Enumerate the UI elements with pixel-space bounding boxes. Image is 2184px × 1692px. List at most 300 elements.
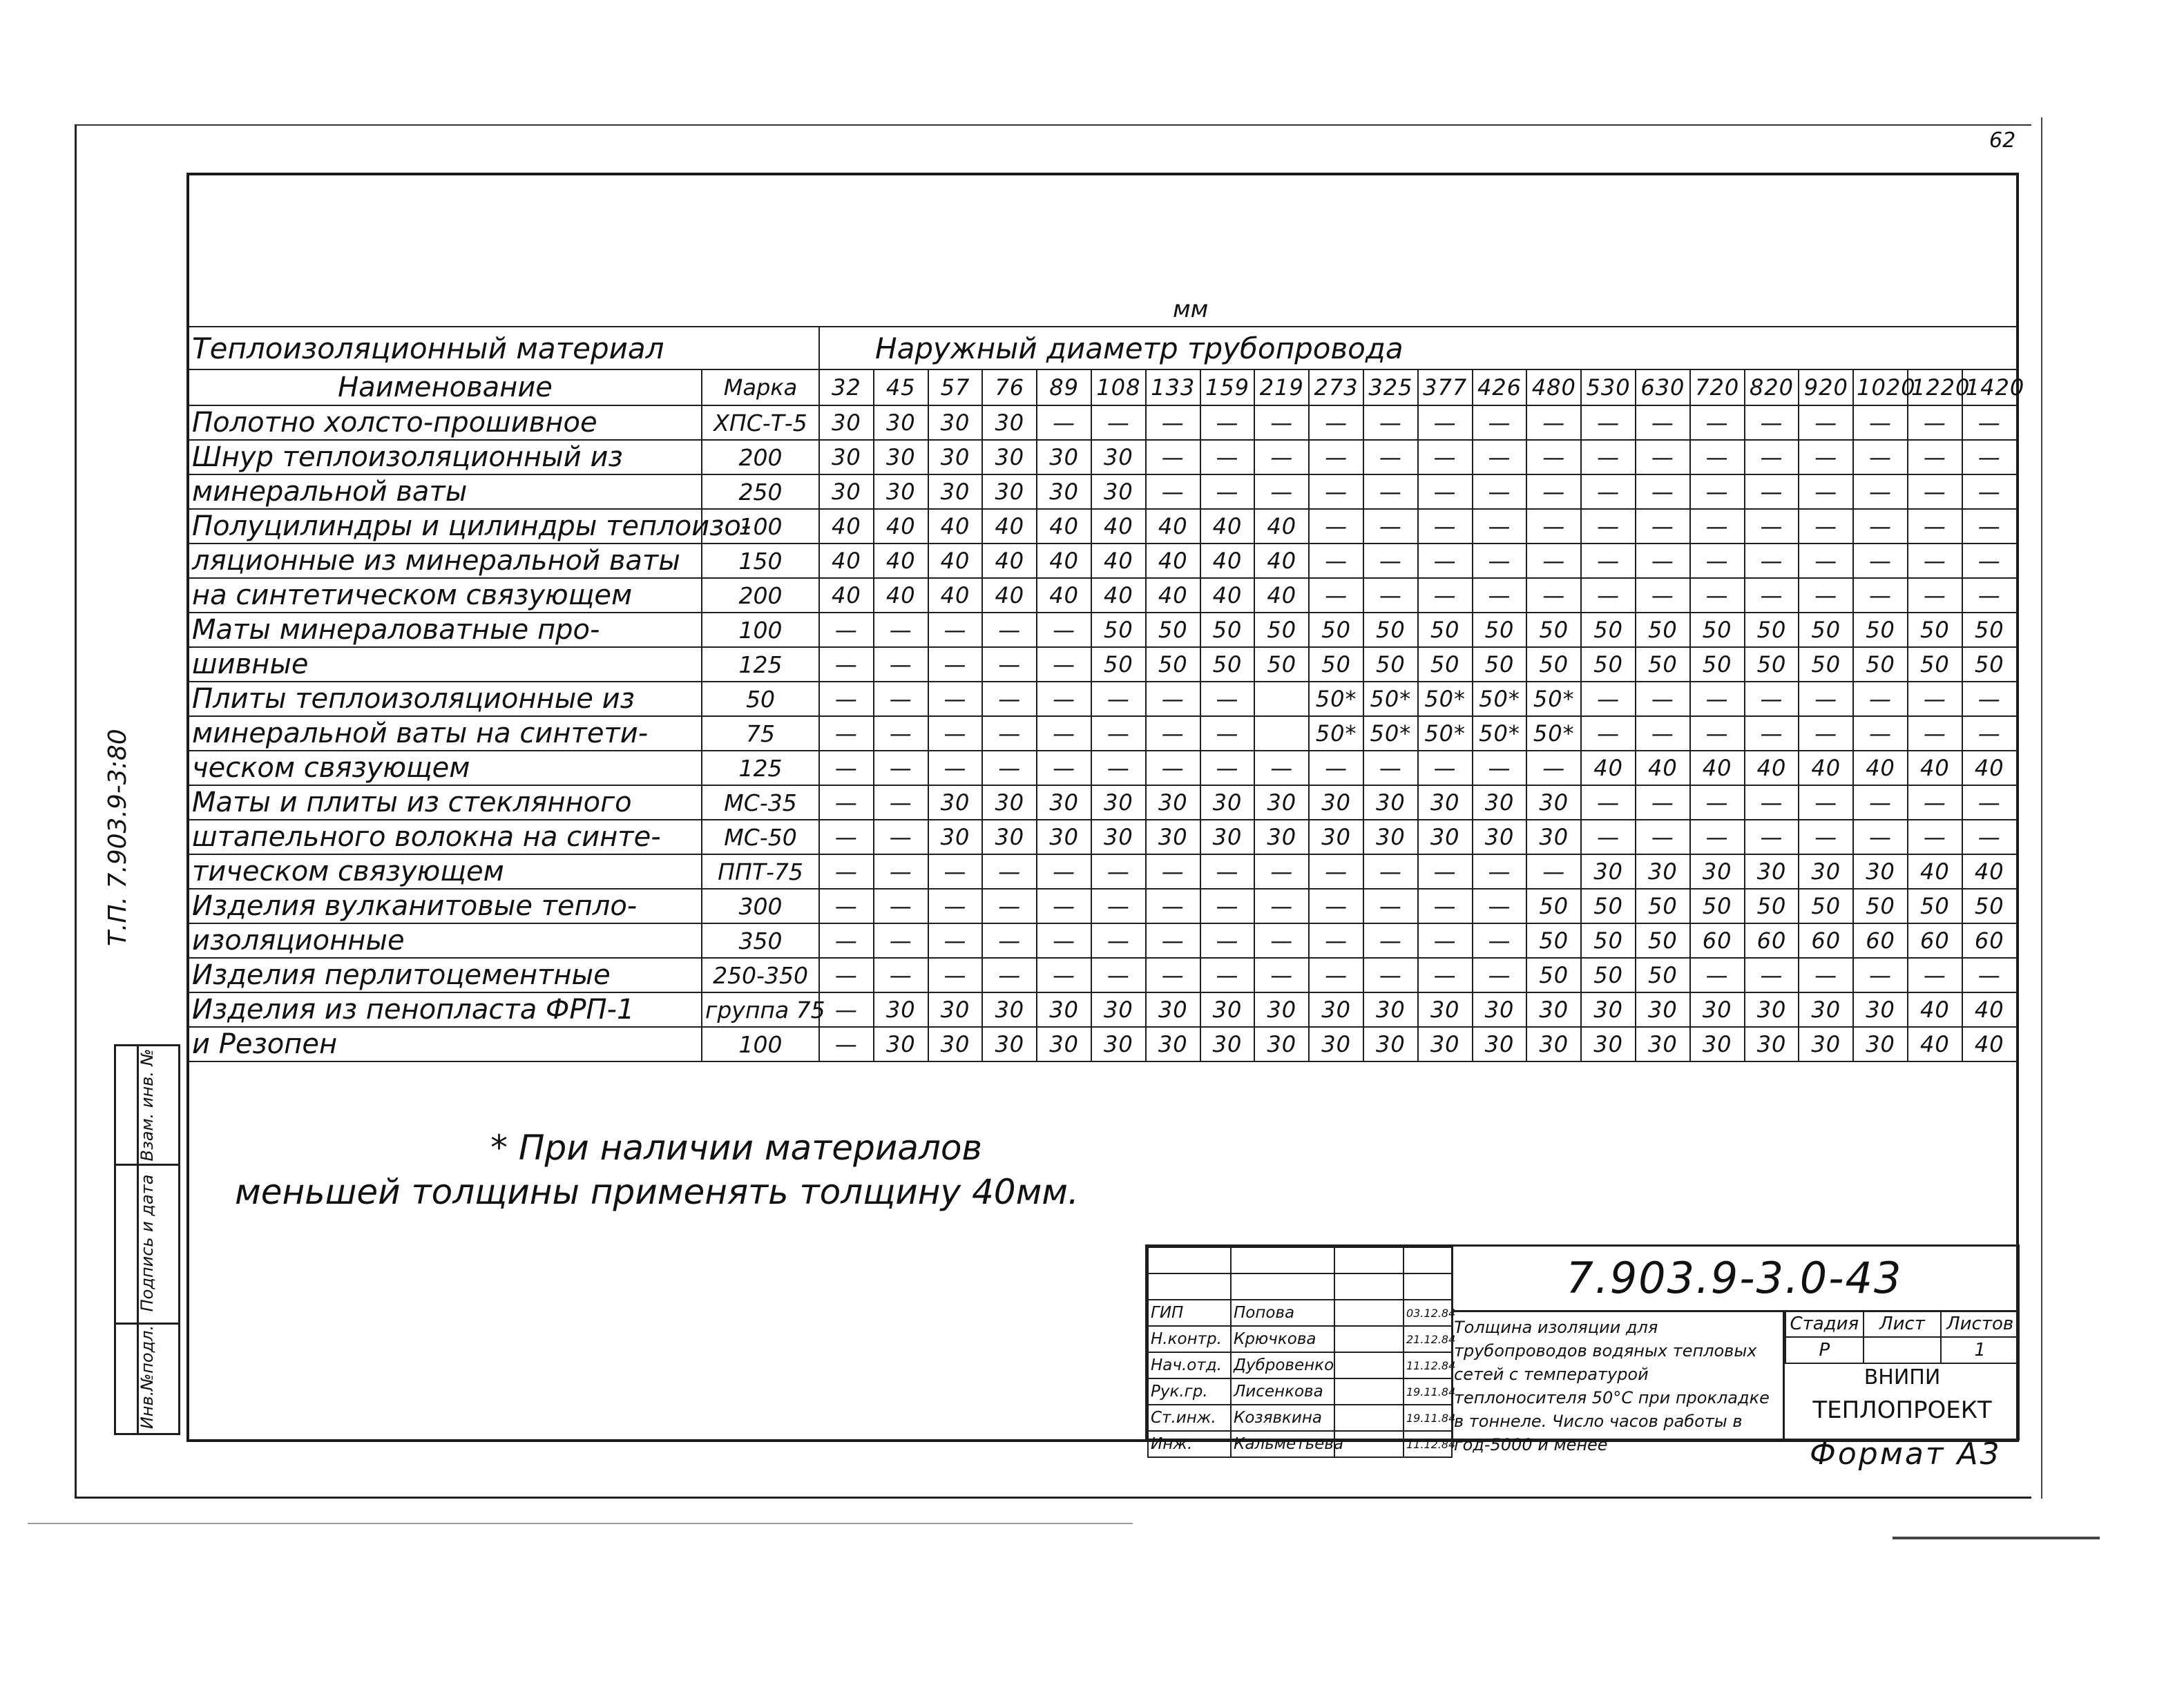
thickness-cell: — [1636,405,1690,440]
thickness-cell: 50 [1853,647,1908,682]
insulation-table [186,326,2025,1062]
thickness-cell: 40 [874,544,928,578]
thickness-cell: 50 [1690,613,1745,647]
thickness-cell: — [1636,544,1690,578]
material-name-cell: ческом связующем [187,751,702,785]
thickness-cell: — [1908,440,1962,474]
thickness-cell: 30 [1418,820,1473,854]
thickness-cell: 50* [1526,682,1581,716]
thickness-cell: 40 [928,509,983,544]
thickness-cell: 30 [1526,820,1581,854]
thickness-cell: 30 [1037,1027,1091,1061]
thickness-cell: 30 [1254,785,1309,820]
thickness-cell: 40 [1690,751,1745,785]
material-name-cell: ляционные из минеральной ваты [187,544,702,578]
thickness-cell: 30 [928,785,983,820]
stage-block [1783,1310,2020,1439]
thickness-cell: 30 [874,405,928,440]
thickness-cell: 50* [1418,682,1473,716]
thickness-cell: — [1745,578,1799,613]
thickness-cell: 30 [928,440,983,474]
thickness-cell: — [1363,509,1418,544]
thickness-cell: 30 [1690,854,1745,889]
thickness-cell: 40 [1908,854,1962,889]
thickness-cell: — [1853,440,1908,474]
thickness-cell: — [1146,440,1200,474]
thickness-cell: — [874,716,928,751]
thickness-cell: — [1799,440,1853,474]
thickness-cell: — [1745,785,1799,820]
thickness-cell: — [1363,958,1418,992]
thickness-cell: — [1473,958,1527,992]
thickness-cell: — [1091,854,1146,889]
thickness-cell: — [1146,923,1200,958]
thickness-cell: 40 [1091,509,1146,544]
vertical-project-code: Т.П. 7.903.9-3:80 [104,729,132,946]
thickness-cell: — [1690,716,1745,751]
thickness-cell: 50* [1309,682,1363,716]
mark-column-header: Марка [702,369,819,405]
thickness-cell: — [1636,716,1690,751]
thickness-cell: 30 [1146,820,1200,854]
thickness-cell: — [1636,440,1690,474]
material-mark-cell: 50 [702,682,819,716]
thickness-cell: 50 [1636,613,1690,647]
thickness-cell: — [1853,509,1908,544]
thickness-cell: — [1962,509,2017,544]
thickness-cell: — [1309,440,1363,474]
thickness-cell: 50 [1526,647,1581,682]
thickness-cell: 30 [1309,992,1363,1027]
thickness-cell: — [1745,682,1799,716]
thickness-cell: — [1091,716,1146,751]
material-mark-cell: 150 [702,544,819,578]
thickness-cell: 50 [1363,647,1418,682]
diameter-header-cell: 1420 [1962,369,2017,405]
thickness-cell: 30 [874,992,928,1027]
thickness-cell: — [1254,889,1309,923]
thickness-cell: — [1581,682,1636,716]
signatory-role: ГИП [1148,1300,1231,1326]
thickness-cell: 30 [1254,1027,1309,1061]
thickness-cell: 40 [982,509,1037,544]
signatory-role: Ст.инж. [1148,1405,1231,1431]
thickness-cell: — [1200,716,1255,751]
thickness-cell: — [1091,405,1146,440]
thickness-cell: — [1473,854,1527,889]
thickness-cell: — [1418,474,1473,509]
thickness-cell: 40 [819,578,874,613]
thickness-cell: 40 [1745,751,1799,785]
thickness-cell: 30 [1309,820,1363,854]
thickness-cell: — [819,889,874,923]
signatory-name: Крючкова [1231,1326,1334,1352]
thickness-cell: — [874,682,928,716]
thickness-cell: — [1745,509,1799,544]
thickness-cell: 40 [1091,578,1146,613]
thickness-cell: 50 [1418,647,1473,682]
thickness-cell: 30 [982,1027,1037,1061]
thickness-cell: — [1581,440,1636,474]
thickness-cell: — [874,613,928,647]
thickness-cell: — [1418,544,1473,578]
sheet-number: 62 [1989,128,2016,153]
diameter-header-cell: 377 [1418,369,1473,405]
thickness-cell: — [1037,958,1091,992]
thickness-cell: 30 [982,992,1037,1027]
thickness-cell: 30 [1091,992,1146,1027]
thickness-cell: 50 [1091,613,1146,647]
material-name-cell: Изделия перлитоцементные [187,958,702,992]
sidebar-cell-signature [116,1164,178,1325]
thickness-cell: 30 [1037,992,1091,1027]
thickness-cell: — [1908,682,1962,716]
thickness-cell: — [1908,716,1962,751]
material-mark-cell: 100 [702,613,819,647]
thickness-cell: 30 [1091,820,1146,854]
table-row [187,992,2017,1027]
thickness-cell: 30 [1037,820,1091,854]
thickness-cell: 50 [1526,923,1581,958]
signature-cell [1334,1352,1404,1378]
material-mark-cell: 250-350 [702,958,819,992]
thickness-cell: — [1254,958,1309,992]
thickness-cell: — [1254,923,1309,958]
signatory-row [1148,1405,1452,1431]
thickness-cell: 30 [1636,854,1690,889]
material-name-cell: изоляционные [187,923,702,958]
material-name-cell: минеральной ваты [187,474,702,509]
thickness-cell: — [1363,544,1418,578]
signatory-row [1148,1378,1452,1405]
signature-cell [1334,1326,1404,1352]
signatory-row [1148,1431,1452,1457]
thickness-cell: — [1309,958,1363,992]
organization-name-2: ТЕПЛОПРОЕКТ [1812,1396,1992,1424]
thickness-cell: — [819,820,874,854]
thickness-cell: — [1363,889,1418,923]
thickness-cell: 30 [1146,992,1200,1027]
thickness-cell: 50 [1636,889,1690,923]
thickness-cell: — [1908,474,1962,509]
diameter-header-cell: 273 [1309,369,1363,405]
thickness-cell: — [1200,405,1255,440]
material-mark-cell: 100 [702,1027,819,1061]
thickness-cell: 30 [1581,992,1636,1027]
footnote [235,1126,1079,1214]
thickness-cell: — [1037,405,1091,440]
table-row [187,578,2017,613]
thickness-cell: — [1363,474,1418,509]
material-name-cell: штапельного волокна на синте- [187,820,702,854]
thickness-cell: 50 [1309,613,1363,647]
thickness-cell: — [1418,440,1473,474]
thickness-cell: 30 [1363,1027,1418,1061]
thickness-cell: — [1799,820,1853,854]
thickness-cell: — [1636,682,1690,716]
table-row [187,682,2017,716]
name-column-header: Наименование [187,369,702,405]
table-row [187,440,2017,474]
material-mark-cell: 75 [702,716,819,751]
thickness-cell: 30 [1853,854,1908,889]
thickness-cell: — [982,923,1037,958]
thickness-cell: 50 [1363,613,1418,647]
thickness-cell: 30 [1799,1027,1853,1061]
thickness-cell: — [1037,647,1091,682]
thickness-cell: 50 [1799,647,1853,682]
thickness-cell: — [928,889,983,923]
thickness-cell [1254,716,1309,751]
thickness-cell: — [1853,578,1908,613]
thickness-cell: — [1690,958,1745,992]
thickness-cell: 40 [1254,509,1309,544]
thickness-cell: — [1418,854,1473,889]
thickness-cell: — [1037,682,1091,716]
material-name-cell: Маты и плиты из стеклянного [187,785,702,820]
thickness-cell: 50* [1363,716,1418,751]
thickness-cell: 30 [1200,992,1255,1027]
thickness-cell: 50 [1473,613,1527,647]
organization-name-1: ВНИПИ [1864,1365,1941,1390]
thickness-cell: — [1363,578,1418,613]
thickness-cell: — [1309,544,1363,578]
thickness-cell: 50 [1745,889,1799,923]
table-row [187,405,2017,440]
thickness-cell: — [1200,854,1255,889]
thickness-cell: — [1091,889,1146,923]
material-group-header: Теплоизоляционный материал [187,327,819,369]
thickness-cell: — [1363,923,1418,958]
thickness-cell: 30 [1200,820,1255,854]
signatory-date: 19.11.84 [1404,1405,1452,1431]
signatory-name: Лисенкова [1231,1378,1334,1405]
table-row [187,509,2017,544]
thickness-cell: 50 [1200,647,1255,682]
thickness-cell: — [1418,923,1473,958]
table-row [187,716,2017,751]
thickness-cell: — [1908,544,1962,578]
thickness-cell: — [1473,578,1527,613]
thickness-cell: — [928,682,983,716]
thickness-cell: 30 [1200,1027,1255,1061]
thickness-cell: — [1309,509,1363,544]
table-row [187,1027,2017,1061]
table-row [187,544,2017,578]
signature-cell [1334,1378,1404,1405]
thickness-cell: — [1254,405,1309,440]
thickness-cell: — [1690,785,1745,820]
thickness-cell: 40 [1146,544,1200,578]
thickness-cell: 30 [1363,785,1418,820]
thickness-cell: — [1799,716,1853,751]
thickness-cell: 30 [1581,854,1636,889]
thickness-cell: 40 [982,578,1037,613]
signatory-row [1148,1352,1452,1378]
thickness-cell: — [1690,682,1745,716]
thickness-cell: 60 [1745,923,1799,958]
thickness-cell: — [1363,854,1418,889]
thickness-cell: — [819,854,874,889]
thickness-cell: 30 [1636,992,1690,1027]
thickness-cell: — [928,613,983,647]
thickness-cell: 30 [1037,474,1091,509]
material-mark-cell: группа 75 [702,992,819,1027]
thickness-cell: — [1581,474,1636,509]
thickness-cell: — [1146,474,1200,509]
thickness-cell: — [1418,578,1473,613]
thickness-cell: — [819,1027,874,1061]
thickness-cell: 30 [1853,992,1908,1027]
table-row [187,820,2017,854]
thickness-cell: — [982,854,1037,889]
thickness-cell: — [1853,785,1908,820]
table-row [187,647,2017,682]
thickness-cell: — [1581,405,1636,440]
thickness-cell: 40 [1254,578,1309,613]
material-mark-cell: 125 [702,751,819,785]
thickness-cell: — [819,992,874,1027]
thickness-cell: 50 [1309,647,1363,682]
diameter-header-cell: 159 [1200,369,1255,405]
thickness-cell: 50 [1254,613,1309,647]
thickness-cell: — [874,785,928,820]
thickness-cell: — [1690,440,1745,474]
thickness-cell: — [874,647,928,682]
thickness-cell: — [1908,405,1962,440]
thickness-cell: — [1962,820,2017,854]
thickness-cell: 50 [1636,647,1690,682]
thickness-cell: — [1418,751,1473,785]
thickness-cell: — [1146,682,1200,716]
material-name-cell: тическом связующем [187,854,702,889]
material-name-cell: минеральной ваты на синтети- [187,716,702,751]
signatory-date: 11.12.84 [1404,1431,1452,1457]
signatory-role: Нач.отд. [1148,1352,1231,1378]
thickness-cell: 50 [1418,613,1473,647]
thickness-cell: 50 [1690,647,1745,682]
diameter-header-cell: 530 [1581,369,1636,405]
thickness-cell: — [928,716,983,751]
thickness-cell: 60 [1690,923,1745,958]
thickness-cell: — [1636,509,1690,544]
thickness-cell: — [819,716,874,751]
table-row [187,889,2017,923]
thickness-cell: 30 [1636,1027,1690,1061]
thickness-cell: 30 [874,440,928,474]
thickness-cell: — [1745,440,1799,474]
thickness-cell: — [1473,751,1527,785]
thickness-cell: 40 [1908,751,1962,785]
thickness-cell: — [1037,613,1091,647]
thickness-cell: 30 [819,474,874,509]
thickness-cell: — [1200,682,1255,716]
signatory-date: 19.11.84 [1404,1378,1452,1405]
material-name-cell: Изделия из пенопласта ФРП-1 [187,992,702,1027]
sheet-edge [2041,117,2042,1499]
unit-label: мм [1173,296,1209,323]
thickness-cell: — [1962,716,2017,751]
thickness-cell: — [1908,820,1962,854]
thickness-cell: — [819,751,874,785]
material-mark-cell: МС-35 [702,785,819,820]
sidebar-cell-inv [116,1323,178,1431]
thickness-cell: 60 [1799,923,1853,958]
table-row [187,854,2017,889]
thickness-cell: — [1745,544,1799,578]
thickness-cell: 40 [1254,544,1309,578]
table-header-row [187,369,2017,405]
thickness-cell: 30 [1037,785,1091,820]
thickness-cell: — [1473,405,1527,440]
thickness-cell: — [1091,958,1146,992]
thickness-cell: — [1853,544,1908,578]
thickness-cell: 50 [1254,647,1309,682]
thickness-cell: 50* [1473,716,1527,751]
sheets-label: Листов [1941,1311,2019,1337]
material-mark-cell: 300 [702,889,819,923]
thickness-cell: — [1146,751,1200,785]
thickness-cell: 50 [1581,923,1636,958]
thickness-cell: 30 [819,440,874,474]
thickness-cell [1254,682,1309,716]
thickness-cell: — [1853,716,1908,751]
thickness-cell: 50 [1581,613,1636,647]
signatory-row [1148,1326,1452,1352]
thickness-cell: — [1146,854,1200,889]
thickness-cell: — [1091,682,1146,716]
thickness-cell: 30 [928,820,983,854]
thickness-cell: 30 [1690,1027,1745,1061]
thickness-cell: — [1690,820,1745,854]
thickness-cell: — [1091,751,1146,785]
thickness-cell: 50* [1418,716,1473,751]
material-name-cell: и Резопен [187,1027,702,1061]
thickness-cell: — [1200,474,1255,509]
stage-label: Стадия [1785,1311,1864,1337]
thickness-cell: 50 [1581,889,1636,923]
thickness-cell: 30 [1526,785,1581,820]
signatory-row [1148,1300,1452,1326]
thickness-cell: 30 [1254,820,1309,854]
thickness-cell: 40 [1200,578,1255,613]
thickness-cell: — [982,613,1037,647]
thickness-cell: — [1254,474,1309,509]
thickness-cell: 30 [982,474,1037,509]
thickness-cell: 50 [1581,958,1636,992]
thickness-cell: — [1200,440,1255,474]
thickness-cell: 30 [1799,992,1853,1027]
thickness-cell: — [1581,716,1636,751]
thickness-cell: 30 [1146,785,1200,820]
material-mark-cell: ХПС-Т-5 [702,405,819,440]
thickness-cell: — [1200,958,1255,992]
thickness-cell: — [1745,958,1799,992]
thickness-cell: — [1418,889,1473,923]
thickness-cell: 40 [1908,992,1962,1027]
thickness-cell: — [982,889,1037,923]
thickness-cell: — [1363,440,1418,474]
thickness-cell: — [874,923,928,958]
diameter-header-cell: 219 [1254,369,1309,405]
thickness-cell: 30 [1091,1027,1146,1061]
thickness-cell: 50 [1799,889,1853,923]
thickness-cell: 50 [1200,613,1255,647]
thickness-cell: — [1309,854,1363,889]
signatory-role: Рук.гр. [1148,1378,1231,1405]
signatory-date: 03.12.84 [1404,1300,1452,1326]
thickness-cell: — [1690,578,1745,613]
